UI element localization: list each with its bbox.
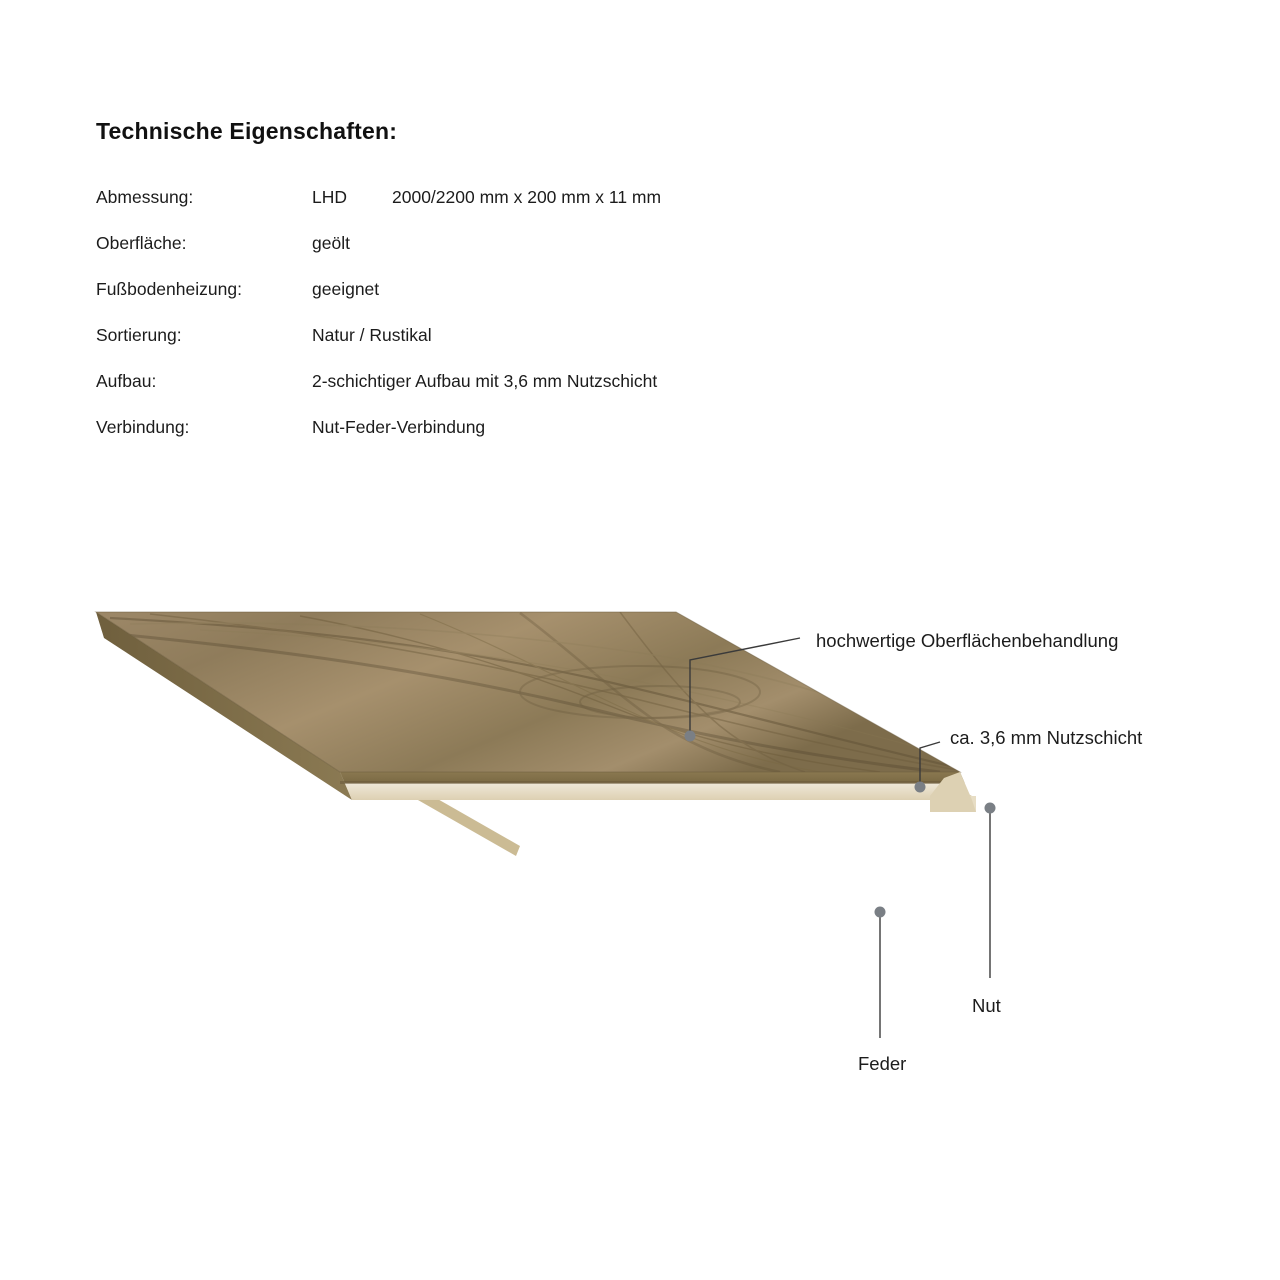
spec-row [96,371,856,392]
spec-value-text: Natur / Rustikal [312,325,432,345]
spec-label: Sortierung: [96,325,182,345]
plank-diagram-svg [0,560,1280,1180]
spec-value-text: Nut-Feder-Verbindung [312,417,486,437]
spec-label: Aufbau: [96,371,157,391]
callout-label-tongue: Feder [858,1053,907,1074]
layer-separation-line [340,781,960,784]
callout-label-groove: Nut [972,995,1001,1016]
spec-row [96,417,856,438]
spec-value [312,325,432,346]
spec-label: Abmessung: [96,187,194,207]
spec-value-text: 2-schichtiger Aufbau mit 3,6 mm Nutzschicht [312,371,658,391]
spec-value-text: geeignet [312,279,380,299]
page-title: Technische Eigenschaften: [96,118,398,144]
spec-row [96,279,856,300]
spec-value [312,417,485,438]
spec-value [312,279,379,300]
spec-label: Verbindung: [96,417,190,437]
dot-surface [685,731,696,742]
spec-value-text: 2000/2200 mm x 200 mm x 11 mm [392,187,662,207]
spec-label: Oberfläche: [96,233,187,253]
spec-value [312,187,661,208]
spec-row [96,233,856,254]
dot-tongue [875,907,886,918]
spec-label: Fußbodenheizung: [96,279,242,299]
dot-wear-layer [915,782,926,793]
spec-row [96,187,856,208]
spec-value [312,371,657,392]
spec-value [312,233,350,254]
dot-groove [985,803,996,814]
spec-value-text: geölt [312,233,350,253]
callout-label-wear-layer: ca. 3,6 mm Nutzschicht [950,727,1143,748]
technical-properties-block [96,118,856,463]
spec-row [96,325,856,346]
front-face [340,772,972,800]
callout-label-surface-treatment: hochwertige Oberflächenbehandlung [816,630,1119,651]
spec-value-prefix: LHD [312,187,348,207]
plank-illustration [0,560,1280,1180]
